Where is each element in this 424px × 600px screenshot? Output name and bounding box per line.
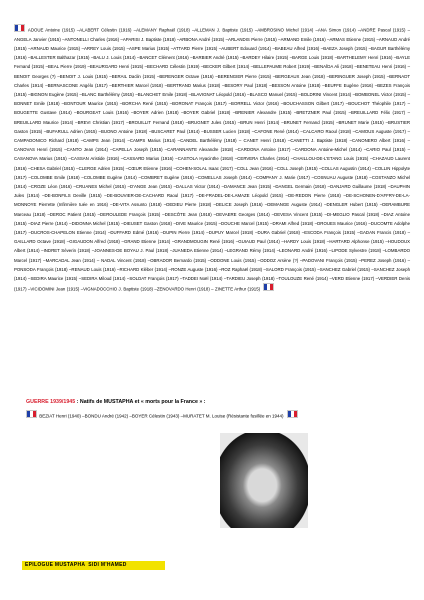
french-flag-icon: [287, 410, 298, 418]
footer-label: [22, 561, 165, 570]
footer-label-b: SIDI M'HAMED: [88, 562, 127, 568]
ww2-heading-war: GUERRE 1939/1945: [26, 399, 76, 405]
ww2-heading-rest: : Natifs de MUSTAPHA et « morts pour la France » :: [75, 399, 206, 405]
ww2-heading: [26, 398, 406, 406]
ww1-names-list: [14, 24, 410, 294]
french-flag-icon: [26, 410, 37, 418]
footer-label-a: EPILOGUE MUSTAPHA: [25, 562, 86, 568]
ww2-names-list: [26, 410, 406, 421]
ww2-names: BEZIAT Henri (1940) –BONDU André (1942) –BOYER Célestin (1943) –MURATET M. Louise (Résistante fusillée en 1944): [39, 413, 284, 419]
french-flag-icon: [263, 283, 274, 291]
portrait-photo: [220, 433, 308, 528]
ww1-names: ADOUE Antoine (1915) –ALABERT Célestin (1916) –ALEMANY Raphaël (1918) –ALLEMAN J. Baptiste (1915) –AMBROSINO Michel (1914) –ANA Simon (1914) –ANDRE Pascal (1915) –ANGELA Janvier (1915) –ANTONELLI Charles (1916) –APARISI J. Baptiste (1918) –ARBONA André (1915) –ARLANDIS Pierre (1915) –ARMAND Emile (1916) –ARMAS Etienne (1915) –ARNAUD André (1915) –ARNAUD Maurice (1915) –ARREY Louis (1915) –ASPE Marius (1915) –ATTARD Pierre (1915) –AUBERT Edouard (1914) –BABEAU Alfred (1916) –BAEZA Joseph (1915) –BAGUR Barthélémy (1916) –BALLESTER Balthazar (1915) –BALU J. Louis (1914) –BANCET Clément (1916) –BARBIER André (1915) –BARDEY Hilaire (1915) –BARGE Louis (1918) –BARTHELEMY Henri (1916) –BAYLE Fernand (1915) –BEAL Pierre (1919) –BEAURGARD Henri (1915) –BECHARD Célestin (1919) –BECKER Gilbert (1914) –BELLEPAUME Robert (1919) –BENAÏDA Ali (1918) –BENETEAU Henri (1916) –BENOIT Georges (?) –BENOIT J. Louis (1915) –BERAIL Daclin (1915) –BERENGER Octave (1916) –BERENGIER Pierre (1915) –BERGEAUX Jean (1918) –BERINGUER Joseph (1915) –BERNADT Charles (1914) –BERNASCONE Angélo (1917) –BERTHIER Marcel (1918) –BERTRAND Marius (1918) –BESORY Paul (1918) –BESSON Antoine (1918) –BEUFFE Eugène (1916) –BEZES François (1915) –BIGNON Eugène (1915) –BLANC Barthélémy (1915) –BLANCHET Emile (1918) –BLAVIGNAT Léopold (1916) –BLASCO Manuel (1915) –BOLDRINI Vincent (1914) –BOMBONEL Victor (1915) –BONNET Emile (1918) –BONTOUR Maurice (1915) –BORCHA René (1915) –BORONAT François (1917) –BORRELL Victor (1916) –BOUCHASSON Gilbert (1917) –BOUCHOT Théophile (1917) –BOUGETTE Gustave (1914) –BOURGEAT Louis (1916) –BOYER Adrien (1918) –BOYER Gabriel (1918) –BRENIER Alexandre (1915) –BRETZNER Paul (1915) –BREUILLARD Félix (1917) –BREUILLARD Maurice (1914) –BREVI Christian (1917) –BROUILLIT Fernand (1918) –BRUGNET Jules (1915) –BRUN Henri (1914) –BRUNET Fernand (1915) –BRUNET Marie (1915) –BRUSTIER Gaston (1915) –BUFARULL Adrien (1915) –BUONO Antoine (1918) –BUSCARET Paul (1914) –BUSSER Lucien (1918) –CAFONE René (1914) –CALCARO Raoul (1918) –CAMOUS Auguste (1917) –CAMPADONICO Richard (1918) –CAMPS Jean (1914) –CAMPS Marius (1914) –CANDEL Barthélémy (1918) – CANET Henri (1918) –CANETTI J. Baptiste (1918) –CANONERO Albert (1916) –CANOVAS Henri (1915) –CANTO Jean (1914) –CAPELLA Joseph (1915) –CARANNANTE Alexandre (1918) –CARDONA Antoine (1917) –CARDONA Antoine-Michel (1914) –CARIO Paul (1915) –CASANOVA Marius (1915) –CASSAN Aristide (1916) –CASSARD Marius (1916) –CASTOLA Hyacinthe (1918) –CERVERA Charles (1914) –CHAILLOU-DE-L'ETANG Louis (1915) –CHAZAUD Laurent (1916) –CHESA Gabriel (1915) –CLERGE Adrien (1915) –CŒUR Etienne (1916) –COHEN-SOLAL Isaac (1917) –COLL Jean (1916) –COLL Joseph (1915) –COLLAS Augustin (1914) –COLLIN Hippolyte (1917) –COLOMBE Emile (1918) –COLOMBE Eugène (1914) –COMBRET Eugène (1916) –COMELLAS Joseph (1914) –COMPANY J. Marie (1917) –COSNUAU Auguste (1918) –COSTANZO Michel (1914) –CROZE Léon (1916) –CRUANES Michel (1915) –D'ANGE Jean (1915) –DALLAS Victor (1914) –DAMANCE Jean (1915) –DANGEL Germain (1918) –DANJARD Guillaume (1918) –DAUPHIN Jules (1914) –DE-BONFILS Deville (1915) –DE-BOUVIER-DE-CACHARD Raoul (1917) –DE-FRADEL-DE-LAMAZE Léopold (1915) –DE-REDON Pierre (1918) –DE-SCHONEN-D'AFFRY-DE-LA-MONNOYE Pierrette (Infirmière tuée en 1916) –DE-VITA Assunto (1918) –DEDIEU Pierre (1918) –DELICE Joseph (1916) –DEMANGE Auguste (1914) –DENGLER Hubert (1915) –DERAMBURE Marceau (1918) –DEROC Patient (1915) –DEROULEDE François (1915) –DESCÔTE Jean (1918) –DEVAERE Georges (1914) –DEVESA Vincent (1915) –DI-MEGLIO Pascal (1918) –DIAZ Antoine (1915) –DIAZ Pierre (1914) –DIDONNA Michel (1915) –DIEUSET Gaston (1918) –DIVE Maurice (1915) –DOUCHE Marcel (1915) –DRAMI Alfred (1918) –DROUES Maurice (1916) –DUCOMTE Adolphe (1917) –DUCROS-CHAPELON Etienne (1914) –DUFFARD Edmé (1916) –DUPIN Pierre (1914) –DUPUY Marcel (1918) –DURA Gabriel (1918) –ESCODA François (1915) –GADAN Francis (1918) –GAILLARD Octave (1918) –GIGAUDON Alfred (1918) –GRAND Etienne (1914) –GRANDMOUGIN René (1916) –GUIAUD Paul (1914) –HARDY Louis (1918) –HARTARD Alphonse (1915) –HOUDOUX Albert (1914) –INDRET Séverin (1918) –JOANNES-DE BOYAU J. Paul (1918) –JUANEDA Etienne (1914) –LEGRAND Rémy (1914) –LEONARD André (1916) –LIPODE Sylvestre (1918) –LOMBARDO Marcel (1917) –MARCADAL Jean (1914) – NADAL Vincent (1918) –OBRADOR Bernardo (1915) –ODDONE Louis (1915) –ODDOZ Arsène (?) –PADOVANI François (1915) –PEREZ Joseph (1916) –PONSODA François (1918) –RENAUD Louis (1916) –RICHARD Kléber (1914) –RONZE Auguste (1916) –ROZ Raphaël (1918) –SALORD François (1915) –SANCHEZ Gabriel (1915) –SANCHEZ Joseph (1914) –SEDIRA Maurice (1915) –SEDIRA Miloud (1914) –SOLDAT François (1917) –TADDEI Noël (1914) –TARDIEU Joseph (1918) –TOULOUZE René (1914) –VERD Etienne (1917) –VERDIER Denis (1917) –VICIDOMINI Jean (1915) –VIGNADOCCHIO J. Baptiste (1918) –ZENOVARDO Henri (1918) – ZINETTE Arthur (1915): [14, 27, 410, 292]
french-flag-icon: [14, 24, 25, 32]
